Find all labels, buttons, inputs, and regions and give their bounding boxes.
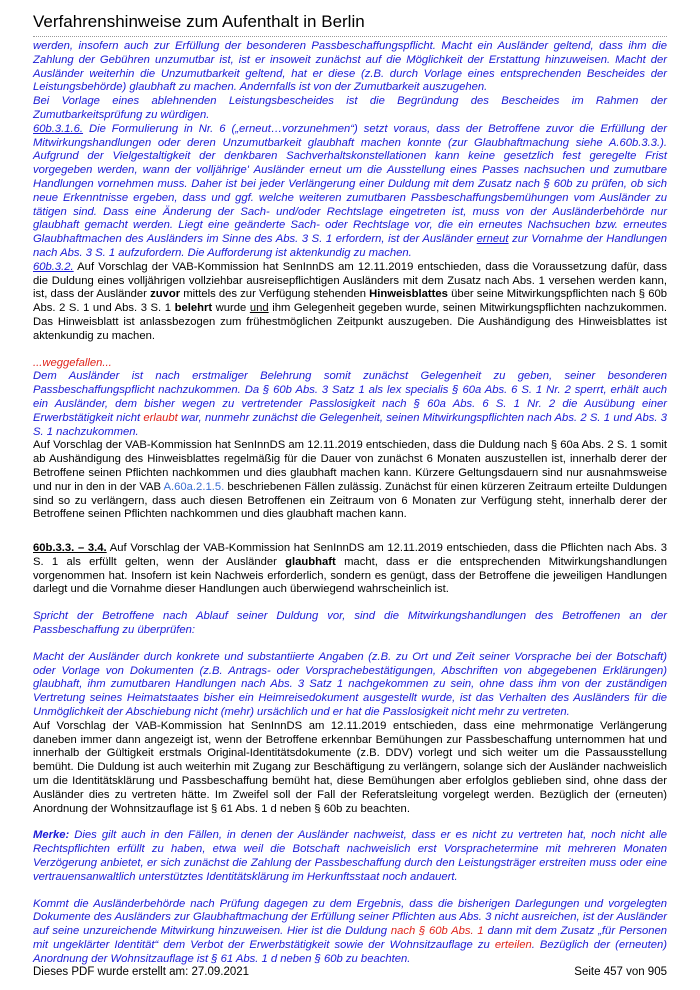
text-run: macht, dass er die entsprechenden Mitwirkungshandlungen vorgenommen hat. Insofern ist kein Nachweis erforderlich, sondern es genügt, dass der Betroffene die jeweiligen Handlungen darlegt und die Vornahme dieser Handlungen auch überwiegend wahrscheinlich ist. xyxy=(33,555,667,596)
pdf-created-date: Dieses PDF wurde erstellt am: 27.09.2021 xyxy=(33,966,250,978)
text-run: Kommt die Ausländerbehörde nach Prüfung dagegen zu dem Ergebnis, dass die bisherigen Darlegungen und vorgelegten Dokumente des Ausländers zur Glaubhaftmachung der Erfüllung seiner Pflichten aus Abs. 3 nicht ausreichen, ist der Ausländer auf seine unzureichende Mitwirkung hinzuweisen. Hier ist die Duldung xyxy=(33,897,667,938)
document-body xyxy=(33,40,667,967)
text-run: Merke: xyxy=(33,829,70,842)
text-run: belehrt xyxy=(174,302,213,315)
text-run: Dem Ausländer ist nach erstmaliger Belehrung somit zunächst Gelegenheit zu geben, seiner besonderen Passbeschaffungspflicht nachzukommen. Da § 60b Abs. 3 Satz 1 als lex specialis § 60a Abs. 6 S. 1 Nr. 2 sperrt, erhält auch ein Ausländer, dem bisher wegen zu vertretender Passlosigkeit nach § 60a Abs. 6 S. 1 Nr. 2 die Ausübung einer Erwerbstätigkeit nicht xyxy=(33,370,667,424)
text-run: Auf Vorschlag der VAB-Kommission hat SenInnDS am 12.11.2019 entschieden, dass die Voraussetzung dafür, dass die Duldung eines volljährigen vollziehbar ausreisepflichtigen Ausländers mit dem Zusatz nach Abs. 1 versehen werden kann, ist, dass der Ausländer xyxy=(33,260,667,301)
text-run: Auf Vorschlag der VAB-Kommission hat SenInnDS am 12.11.2019 entschieden, dass die Pflichten nach Abs. 3 S. 1 als erfüllt gelten, wenn der Ausländer xyxy=(33,542,667,568)
paragraph-60b-3-1-6 xyxy=(33,123,667,261)
text-run: erneut xyxy=(476,233,509,246)
paragraph-insufficient-cooperation xyxy=(33,898,667,967)
text-run: Auf Vorschlag der VAB-Kommission hat SenInnDS am 12.11.2019 entschieden, dass die Duldung nach § 60a Abs. 2 S. 1 somit ab Aushändigung des Hinweisblattes regelmäßig für die Dauer von zunächst 6 Monaten auszustellen ist, innerhalb derer der Betroffene seinen Pflichten nachkommen und dies glaubhaft machen kann. Kürzere Geltungsdauern sind nur ausnahmsweise und nur in den in der VAB xyxy=(33,439,667,493)
paragraph-extension: Auf Vorschlag der VAB-Kommission hat SenInnDS am 12.11.2019 entschieden, dass eine mehrmonatige Verlängerung daneben immer dann angezeigt ist, wenn der Betroffene erkennbar Bemühungen zur Passbeschaffung unternommen hat und innerhalb der Gültigkeit erstmals Original-Identitätsdokumente (z.B. DDV) vorlegt und sich weiter um die Passausstellung bemüht. Die Duldung ist auch weiterhin mit Zugang zur Beschäftigung zu verlängern, solange sich der Ausländer nachweislich um die Identitätsklärung und Passbeschaffung bemüht hat, diese Bemühungen aber erfolglos geblieben sind, ohne dass der Ausländer dies zu vertreten hätte. Im Zweifel soll der Fall der Referatsleitung vorgelegt werden. Bezüglich der (erneuten) Anordnung der Wohnsitzauflage ist § 61 Abs. 1 d neben § 60b zu beachten. xyxy=(33,719,667,815)
paragraph-60b-3-2 xyxy=(33,261,667,344)
text-run: dann mit dem Zusatz „für Personen mit ungeklärter Identität“ dem Verbot der Erwerbstätigkeit sowie der Wohnsitzauflage zu xyxy=(33,925,667,952)
section-ref-60b-3-3: 60b.3.3. – 3.4. xyxy=(33,542,107,555)
link-a60a-2-1-5[interactable]: A.60a.2.1.5. xyxy=(163,480,225,493)
paragraph-concrete-evidence: Macht der Ausländer durch konkrete und substantiierte Angaben (z.B. zu Ort und Zeit seiner Vorsprache bei der Botschaft) oder Vorlage von Dokumenten (z.B. Antrags- oder Vorsprachebestätigungen, Abschriften von abgegebenen Erklärungen) glaubhaft, ihm zumutbaren Handlungen nach Abs. 3 Satz 1 nachgekommen zu sein, ohne dass ihm von der zuständigen Vertretung seines Heimatstaates bisher ein Heimreisedokument ausgestellt wurde, ist das Verhalten des Ausländers für die Unmöglichkeit der Abschiebung nicht (mehr) ursächlich und er hat die Passlosigkeit nicht mehr zu vertreten. xyxy=(33,650,667,719)
header-divider xyxy=(33,36,667,37)
page-number: Seite 457 von 905 xyxy=(574,966,667,978)
text-run: und xyxy=(249,302,269,315)
section-ref-60b-3-2: 60b.3.2. xyxy=(33,260,74,273)
text-run: nach § 60b Abs. 1 xyxy=(390,925,484,938)
text-run: ihm Gelegenheit gegeben wurde, seinen Mitwirkungspflichten nachzukommen. Das Hinweisblatt ist anlassbezogen zum frühestmöglichen Zeitpunkt auszugeben. Die Aushändigung des Hinweisblattes ist aktenkundig zu machen. xyxy=(33,302,667,342)
paragraph-first-instruction xyxy=(33,370,667,439)
removed-marker: ...weggefallen... xyxy=(33,356,112,369)
text-run: war, nunmehr zunächst die Gelegenheit, seinen Mitwirkungspflichten nach Abs. 2 S. 1 und Abs. 3 S. 1 nachzukommen. xyxy=(33,411,668,438)
text-run: zuvor xyxy=(150,288,181,301)
text-run: Hinweisblattes xyxy=(369,288,448,301)
text-run: erteilen xyxy=(494,939,532,952)
text-run: erlaubt xyxy=(143,411,178,424)
text-run: Die Formulierung in Nr. 6 („erneut…vorzunehmen“) setzt voraus, dass der Betroffene zuvor die Erfüllung der Mitwirkungshandlungen oder deren Unzumutbarkeit glaubhaft machen konnte (zur Glaubhaftmachung siehe A.60b.3.3.). Aufgrund der Vielgestaltigkeit der denkbaren Sachverhaltskonstellationen kann keine gesetzlich fest geregelte Frist vorgegeben werden, wann der volljährige' Ausländer erneut um die Ausstellung eines Passes nachsuchen und zumutbare Handlungen vornehmen muss. Daher ist bei jeder Verlängerung einer Duldung mit dem Zusatz nach § 60b zu prüfen, ob sich neue Erkenntnisse ergeben, dass und ggf. welche weiteren zumutbaren Passbeschaffungsbemühungen vom Ausländer zu tätigen sind. Dass eine Änderung der Sach- und/oder Rechtslage eingetreten ist, muss von der Ausländerbehörde nur glaubhaft gemacht werden. Liegt eine geänderte Sach- oder Rechtslage vor, die ein erneutes Nachsuchen bzw. erneutes Glaubhaftmachen des Ausländers im Sinne des Abs. 3 S. 1 erfordern, ist der Ausländer xyxy=(33,122,667,246)
section-ref-60b-3-1-6: 60b.3.1.6. xyxy=(33,122,84,135)
text-run: zur Vornahme der Handlungen nach Abs. 3 S. 1 aufzufordern. Die Aufforderung ist aktenkundig zu machen. xyxy=(33,233,667,259)
paragraph-check-after-expiry: Spricht der Betroffene nach Ablauf seiner Duldung vor, sind die Mitwirkungshandlungen des Betroffenen an der Passbeschaffung zu überprüfen: xyxy=(33,610,667,637)
paragraph-60b-3-3-3-4 xyxy=(33,542,667,597)
text-run: glaubhaft xyxy=(285,555,336,568)
paragraph-rejection-notice: Bei Vorlage eines ablehnenden Leistungsbescheides ist die Begründung des Bescheides im Rahmen der Zumutbarkeitsprüfung zu würdigen. xyxy=(33,95,667,121)
text-run: . Bezüglich der (erneuten) Anordnung der Wohnsitzauflage ist § 61 Abs. 1 d neben § 60b zu beachten. xyxy=(33,939,667,965)
text-run: Dies gilt auch in den Fällen, in denen der Ausländer nachweist, dass er es nicht zu vertreten hat, noch nicht alle Rechtspflichten erfüllt zu haben, etwa weil die Botschaft nachweislich erst Vorsprachetermine mit mehreren Monaten Verzögerung anbietet, er sich zunächst die Zahlung der Passbeschaffung durch den Leistungsträger erstreiten muss oder eine vertrauensanwaltlich unterstütztes Identitätsklärung im Herkunftsstaat noch andauert. xyxy=(33,829,667,883)
page-title: Verfahrenshinweise zum Aufenthalt in Berlin xyxy=(33,12,365,31)
paragraph-note xyxy=(33,829,667,884)
paragraph-fee-reimbursement: werden, insofern auch zur Erfüllung der besonderen Passbeschaffungspflicht. Macht ein Ausländer geltend, dass ihm die Zahlung der Gebühren unzumutbar ist, ist er insoweit zunächst auf die Möglichkeit der Erstattung hinzuweisen. Macht der Ausländer weiterhin die Unzumutbarkeit geltend, hat er diese (z.B. durch Vorlage eines entsprechenden Bescheides der Leistungsbehörde) glaubhaft zu machen. Andernfalls ist von der Zumutbarkeit auszugehen. xyxy=(33,40,667,94)
paragraph-duldung-6-months xyxy=(33,439,667,522)
text-run: beschriebenen Fällen zulässig. Zunächst für einen kürzeren Zeitraum erteilte Duldungen sind so zu verlängern, dass auch diesen Betroffenen ein Zeitraum von 6 Monaten zur Verfügung steht, innerhalb derer der Betroffene seinen Pflichten nachkommen und dies glaubhaft machen kann. xyxy=(33,480,667,521)
text-run: wurde xyxy=(212,302,250,315)
text-run: über seine Mitwirkungspflichten nach § 60b Abs. 2 S. 1 und Abs. 3 S. 1 xyxy=(33,288,667,315)
text-run: mittels des zur Verfügung stehenden xyxy=(180,288,370,301)
